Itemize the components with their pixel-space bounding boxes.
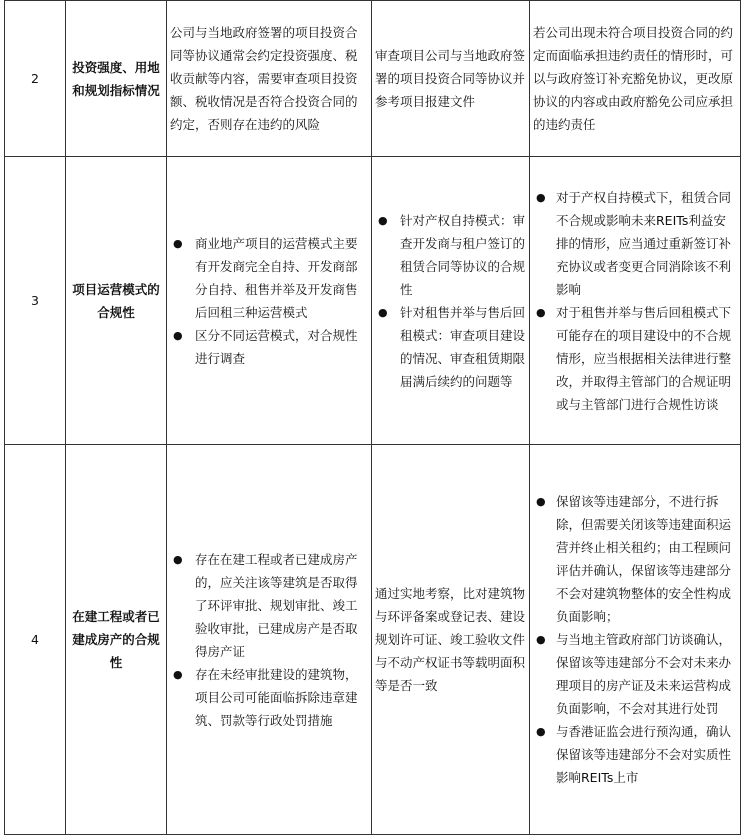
table-row <box>5 1 741 157</box>
resolution-cell: 若公司出现未符合项目投资合同的约定而面临承担违约责任的情形时，可以与政府签订补充豁免协议，更改原协议的内容或由政府豁免公司应承担的违约责任 <box>530 1 741 157</box>
category-cell: 投资强度、用地和规划指标情况 <box>66 1 167 157</box>
bullet-item: ● 区分不同运营模式，对合规性进行调查 <box>171 324 367 370</box>
bullet-item: ● 保留该等违建部分，不进行拆除，但需要关闭该等违建面积运营并终止相关租约；由工程顾问评估并确认，保留该等违建部分不会对建筑物整体的安全性构成负面影响； <box>534 490 736 628</box>
bullet-item: ● 与香港证监会进行预沟通，确认保留该等违建部分不会对实质性影响REITs上市 <box>534 720 736 789</box>
bullet-item: ● 与当地主管政府部门访谈确认，保留该等违建部分不会对未来办理项目的房产证及未来运营构成负面影响，不会对其进行处罚 <box>534 628 736 720</box>
row-number: 3 <box>5 157 66 445</box>
bullet-item: ● 对于租售并举与售后回租模式下可能存在的项目建设中的不合规情形，应当根据相关法律进行整改，并取得主管部门的合规证明或与主管部门进行合规性访谈 <box>534 301 736 416</box>
row-number: 4 <box>5 445 66 835</box>
resolution-cell <box>530 445 741 835</box>
issue-cell: 公司与当地政府签署的项目投资合同等协议通常会约定投资强度、税收贡献等内容，需要审查项目投资额、税收情况是否符合投资合同的约定，否则存在违约的风险 <box>167 1 372 157</box>
issue-cell <box>167 445 372 835</box>
bullet-item: ● 商业地产项目的运营模式主要有开发商完全自持、开发商部分自持、租售并举及开发商售后回租三种运营模式 <box>171 232 367 324</box>
bullet-item: ● 存在在建工程或者已建成房产的，应关注该等建筑是否取得了环评审批、规划审批、竣工验收审批，已建成房产是否取得房产证 <box>171 548 367 663</box>
bullet-item: ● 对于产权自持模式下，租赁合同不合规或影响未来REITs利益安排的情形，应当通过重新签订补充协议或者变更合同消除该不利影响 <box>534 186 736 301</box>
bullet-item: ● 针对租售并举与售后回租模式：审查项目建设的情况、审查租赁期限届满后续约的问题等 <box>376 301 525 393</box>
issue-cell <box>167 157 372 445</box>
table-row <box>5 445 741 835</box>
review-cell: 通过实地考察，比对建筑物与环评备案或登记表、建设规划许可证、竣工验收文件与不动产权证书等载明面积等是否一致 <box>372 445 530 835</box>
review-cell <box>372 157 530 445</box>
resolution-cell <box>530 157 741 445</box>
bullet-item: ● 针对产权自持模式：审查开发商与租户签订的租赁合同等协议的合规性 <box>376 209 525 301</box>
review-cell: 审查项目公司与当地政府签署的项目投资合同等协议并参考项目报建文件 <box>372 1 530 157</box>
category-cell: 在建工程或者已建成房产的合规性 <box>66 445 167 835</box>
row-number: 2 <box>5 1 66 157</box>
bullet-item: ● 存在未经审批建设的建筑物，项目公司可能面临拆除违章建筑、罚款等行政处罚措施 <box>171 663 367 732</box>
table-row <box>5 157 741 445</box>
category-cell: 项目运营模式的合规性 <box>66 157 167 445</box>
compliance-table <box>4 0 741 835</box>
